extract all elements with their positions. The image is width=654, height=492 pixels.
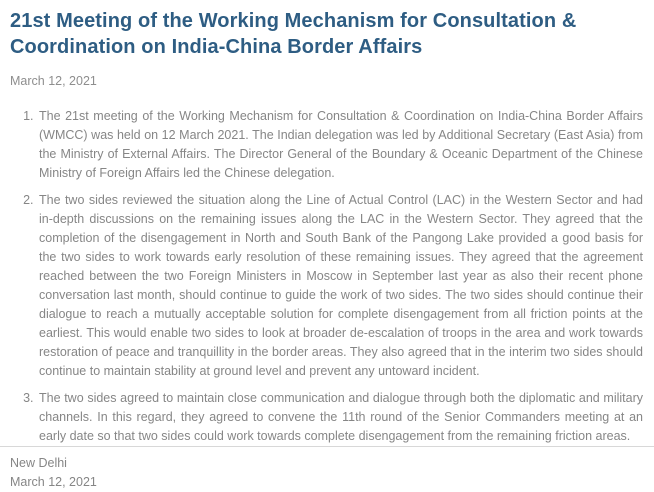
dateline — [10, 454, 643, 492]
paragraph-item-3: 3. The two sides agreed to maintain close communication and dialogue through both the diplomatic and military channels. In this regard, they agreed to convene the 11th round of the Senior Commanders meeting at an early date so that two sides could work towards complete disengagement from the remaining friction areas. — [37, 389, 643, 446]
paragraph-item-2: 2. The two sides reviewed the situation along the Line of Actual Control (LAC) in the Western Sector and had in-depth discussions on the remaining issues along the LAC in the Western Sector. They agreed that the completion of the disengagement in North and South Bank of the Pangong Lake provided a good basis for the two sides to work towards early resolution of these remaining issues. They agreed that the agreement reached between the two Foreign Ministers in Moscow in September last year as also their recent phone conversation last month, should continue to guide the work of two sides. The two sides should continue their dialogue to reach a mutually acceptable solution for complete disengagement from all friction points at the earliest. This would enable two sides to look at broader de-escalation of troops in the area and work towards restoration of peace and tranquillity in the border areas. They also agreed that in the interim two sides should continue to maintain stability at ground level and prevent any untoward incident. — [37, 191, 643, 381]
page-title: 21st Meeting of the Working Mechanism for Consultation & Coordination on India-China Border Affairs — [10, 10, 577, 58]
paragraph-item-1: 1. The 21st meeting of the Working Mechanism for Consultation & Coordination on India-China Border Affairs (WMCC) was held on 12 March 2021. The Indian delegation was led by Additional Secretary (East Asia) from the Ministry of External Affairs. The Director General of the Boundary & Oceanic Department of the Chinese Ministry of Foreign Affairs led the Chinese delegation. — [37, 107, 643, 183]
bottom-divider — [0, 446, 654, 447]
press-release-body — [10, 107, 643, 446]
dateline-place: New Delhi — [10, 456, 67, 470]
published-date: March 12, 2021 — [10, 74, 97, 88]
dateline-date: March 12, 2021 — [10, 475, 97, 489]
